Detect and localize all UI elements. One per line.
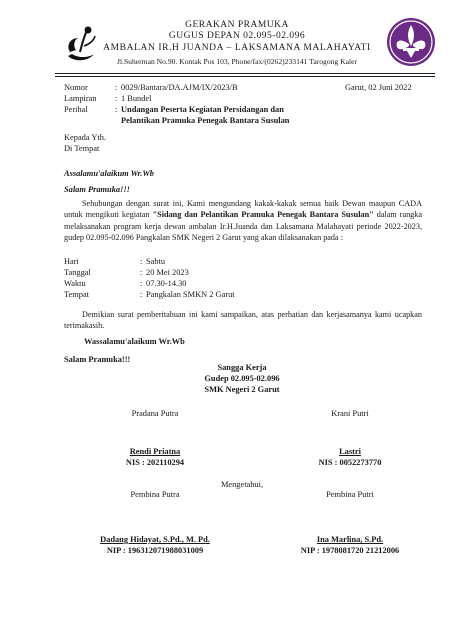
nomor-value: 0029/Bantara/DA.AJM/IX/2023/B — [121, 83, 238, 92]
org-line-1: Sangga Kerja — [217, 363, 267, 372]
letterhead-line-3: AMBALAN IR.H JUANDA – LAKSAMANA MALAHAYATI — [103, 43, 371, 53]
letterhead-line-1: GERAKAN PRAMUKA — [185, 20, 289, 30]
body-intro-b: dalam rangka melaksanakan program kerja dewan ambalan Ir.H.Juanda dan Laksamana Malahayati periode 2022-2023, gudep 02.095-02.096 Pangkalan SMK Negeri 2 Garut yang akan dilaksanakan pada : — [64, 210, 422, 243]
schedule-colon: : — [140, 279, 143, 288]
schedule-waktu-label: Waktu — [64, 279, 86, 288]
farewell: Wassalamu'alaikum Wr.Wb — [84, 337, 185, 346]
perihal-line-2: Pelantikan Pramuka Penegak Bantara Susulan — [121, 116, 290, 125]
mengetahui-label: Mengetahui, — [220, 480, 264, 489]
letterhead-line-2: GUGUS DEPAN 02.095-02.096 — [168, 31, 306, 41]
sig-left2-id: NIP : 196312071988031009 — [106, 546, 204, 555]
letter-date: Garut, 02 Juni 2022 — [345, 83, 412, 92]
nomor-colon: : — [115, 83, 118, 92]
lampiran-label: Lampiran — [64, 94, 97, 103]
sig-left-id: NIS : 202110294 — [125, 458, 185, 467]
org-line-3: SMK Negeri 2 Garut — [204, 385, 280, 394]
body-paragraph — [64, 198, 422, 244]
sig-right2-id: NIP : 1978081720 21212006 — [300, 546, 400, 555]
sig-left-name: Rendi Priatna — [129, 447, 181, 456]
sig-right-title: Krani Putri — [331, 409, 369, 418]
sig-right-name: Lastri — [339, 447, 361, 456]
recipient-line-2: Di Tempat — [64, 144, 100, 153]
perihal-line-1: Undangan Peserta Kegiatan Persidangan dan — [121, 105, 284, 114]
schedule-colon: : — [140, 268, 143, 277]
schedule-colon: : — [140, 257, 143, 266]
schedule-tempat-label: Tempat — [64, 290, 89, 299]
closing-paragraph: Demikian surat pemberitahuan ini kami sampaikan, atas perhatian dan kerjasamanya kami ucapkan terimakasih. — [64, 310, 422, 331]
sig-left2-name: Dadang Hidayat, S.Pd., M. Pd. — [100, 535, 210, 544]
sig-left2-title: Pembina Putra — [130, 490, 180, 499]
schedule-tempat-value: Pangkalan SMKN 2 Garut — [146, 290, 235, 299]
salam-opening: Salam Pramuka!!! — [64, 185, 130, 194]
body-intro-event: "Sidang dan Pelantikan Pramuka Penegak Bantara Susulan" — [152, 210, 374, 220]
lampiran-value: 1 Bundel — [121, 94, 152, 103]
recipient-line-1: Kepada Yth. — [64, 133, 107, 142]
lampiran-colon: : — [115, 94, 118, 103]
org-line-2: Gudep 02.095-02.096 — [204, 374, 280, 383]
perihal-colon: : — [115, 105, 118, 114]
sig-right2-title: Pembina Putri — [326, 490, 374, 499]
schedule-waktu-value: 07.30-14.30 — [146, 279, 187, 288]
schedule-tanggal-label: Tanggal — [64, 268, 91, 277]
nomor-label: Nomor — [64, 83, 88, 92]
schedule-colon: : — [140, 290, 143, 299]
schedule-tanggal-value: 20 Mei 2023 — [146, 268, 189, 277]
header-rule-thin — [55, 76, 435, 77]
letterhead-address: Jl.Suherman No.90. Kontak Pos 103, Phone/fax/(0262)233141 Tarogong Kaler — [117, 57, 357, 66]
salam-closing: Salam Pramuka!!! — [64, 355, 131, 364]
greeting: Assalamu'alaikum Wr.Wb — [64, 169, 154, 178]
sig-right-id: NIS : 0052273770 — [318, 458, 382, 467]
sig-left-title: Pradana Putra — [131, 409, 179, 418]
body-intro-a: Sehubungan dengan surat ini, Kami mengundang kakak-kakak semua baik Dewan maupun CADA untuk mengikuti kegiatan — [64, 199, 422, 220]
perihal-label: Perihal — [64, 105, 88, 114]
header-rule — [55, 73, 435, 74]
schedule-hari-label: Hari — [64, 257, 79, 266]
sig-right2-name: Ina Marlina, S.Pd. — [316, 535, 384, 544]
schedule-hari-value: Sabtu — [146, 257, 166, 266]
